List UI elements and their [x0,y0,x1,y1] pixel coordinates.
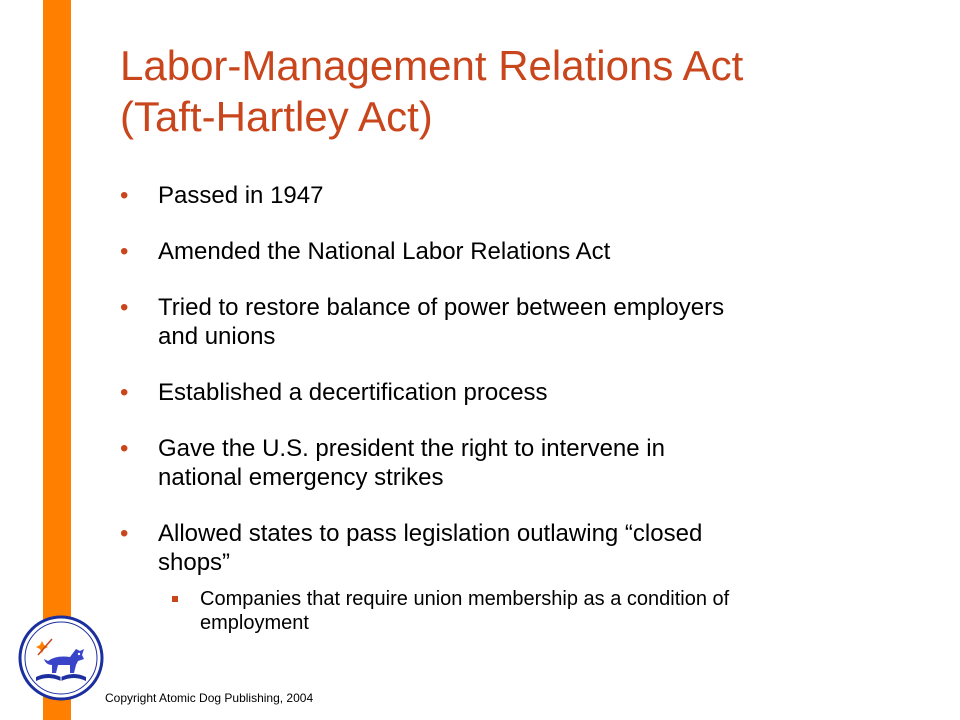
copyright-footer: Copyright Atomic Dog Publishing, 2004 [105,691,314,705]
slide-title [120,40,920,142]
bullet-dot-icon: • [120,379,129,406]
bullet-list [120,181,920,635]
bullet-text: Passed in 1947 [158,182,324,209]
square-bullet-icon [172,596,178,602]
bullet-dot-icon: • [120,435,129,462]
bullet-item [120,378,920,407]
bullet-dot-icon: • [120,182,129,209]
bullet-text: Established a decertification process [158,379,548,406]
bullet-text: national emergency strikes [158,464,444,491]
sub-bullet-text: employment [200,612,309,634]
title-line: (Taft-Hartley Act) [120,93,433,140]
sub-bullet-item [158,587,920,635]
bullet-text: Tried to restore balance of power between employers [158,294,725,321]
bullet-dot-icon: • [120,520,129,547]
bullet-dot-icon: • [120,238,129,265]
bullet-item [120,434,920,492]
bullet-text: and unions [158,323,276,350]
bullet-text: shops” [158,549,231,576]
atomic-dog-logo [18,615,104,701]
bullet-item [120,519,920,635]
accent-bar [43,0,71,720]
sub-bullet-text: Companies that require union membership as a condition of [200,588,730,610]
bullet-item [120,181,920,210]
sub-bullet-list [158,587,920,635]
bullet-text: Amended the National Labor Relations Act [158,238,611,265]
bullet-dot-icon: • [120,294,129,321]
bullet-item [120,293,920,351]
bullet-text: Gave the U.S. president the right to intervene in [158,435,665,462]
bullet-item [120,237,920,266]
bullet-text: Allowed states to pass legislation outlawing “closed [158,520,703,547]
title-line: Labor-Management Relations Act [120,42,744,89]
